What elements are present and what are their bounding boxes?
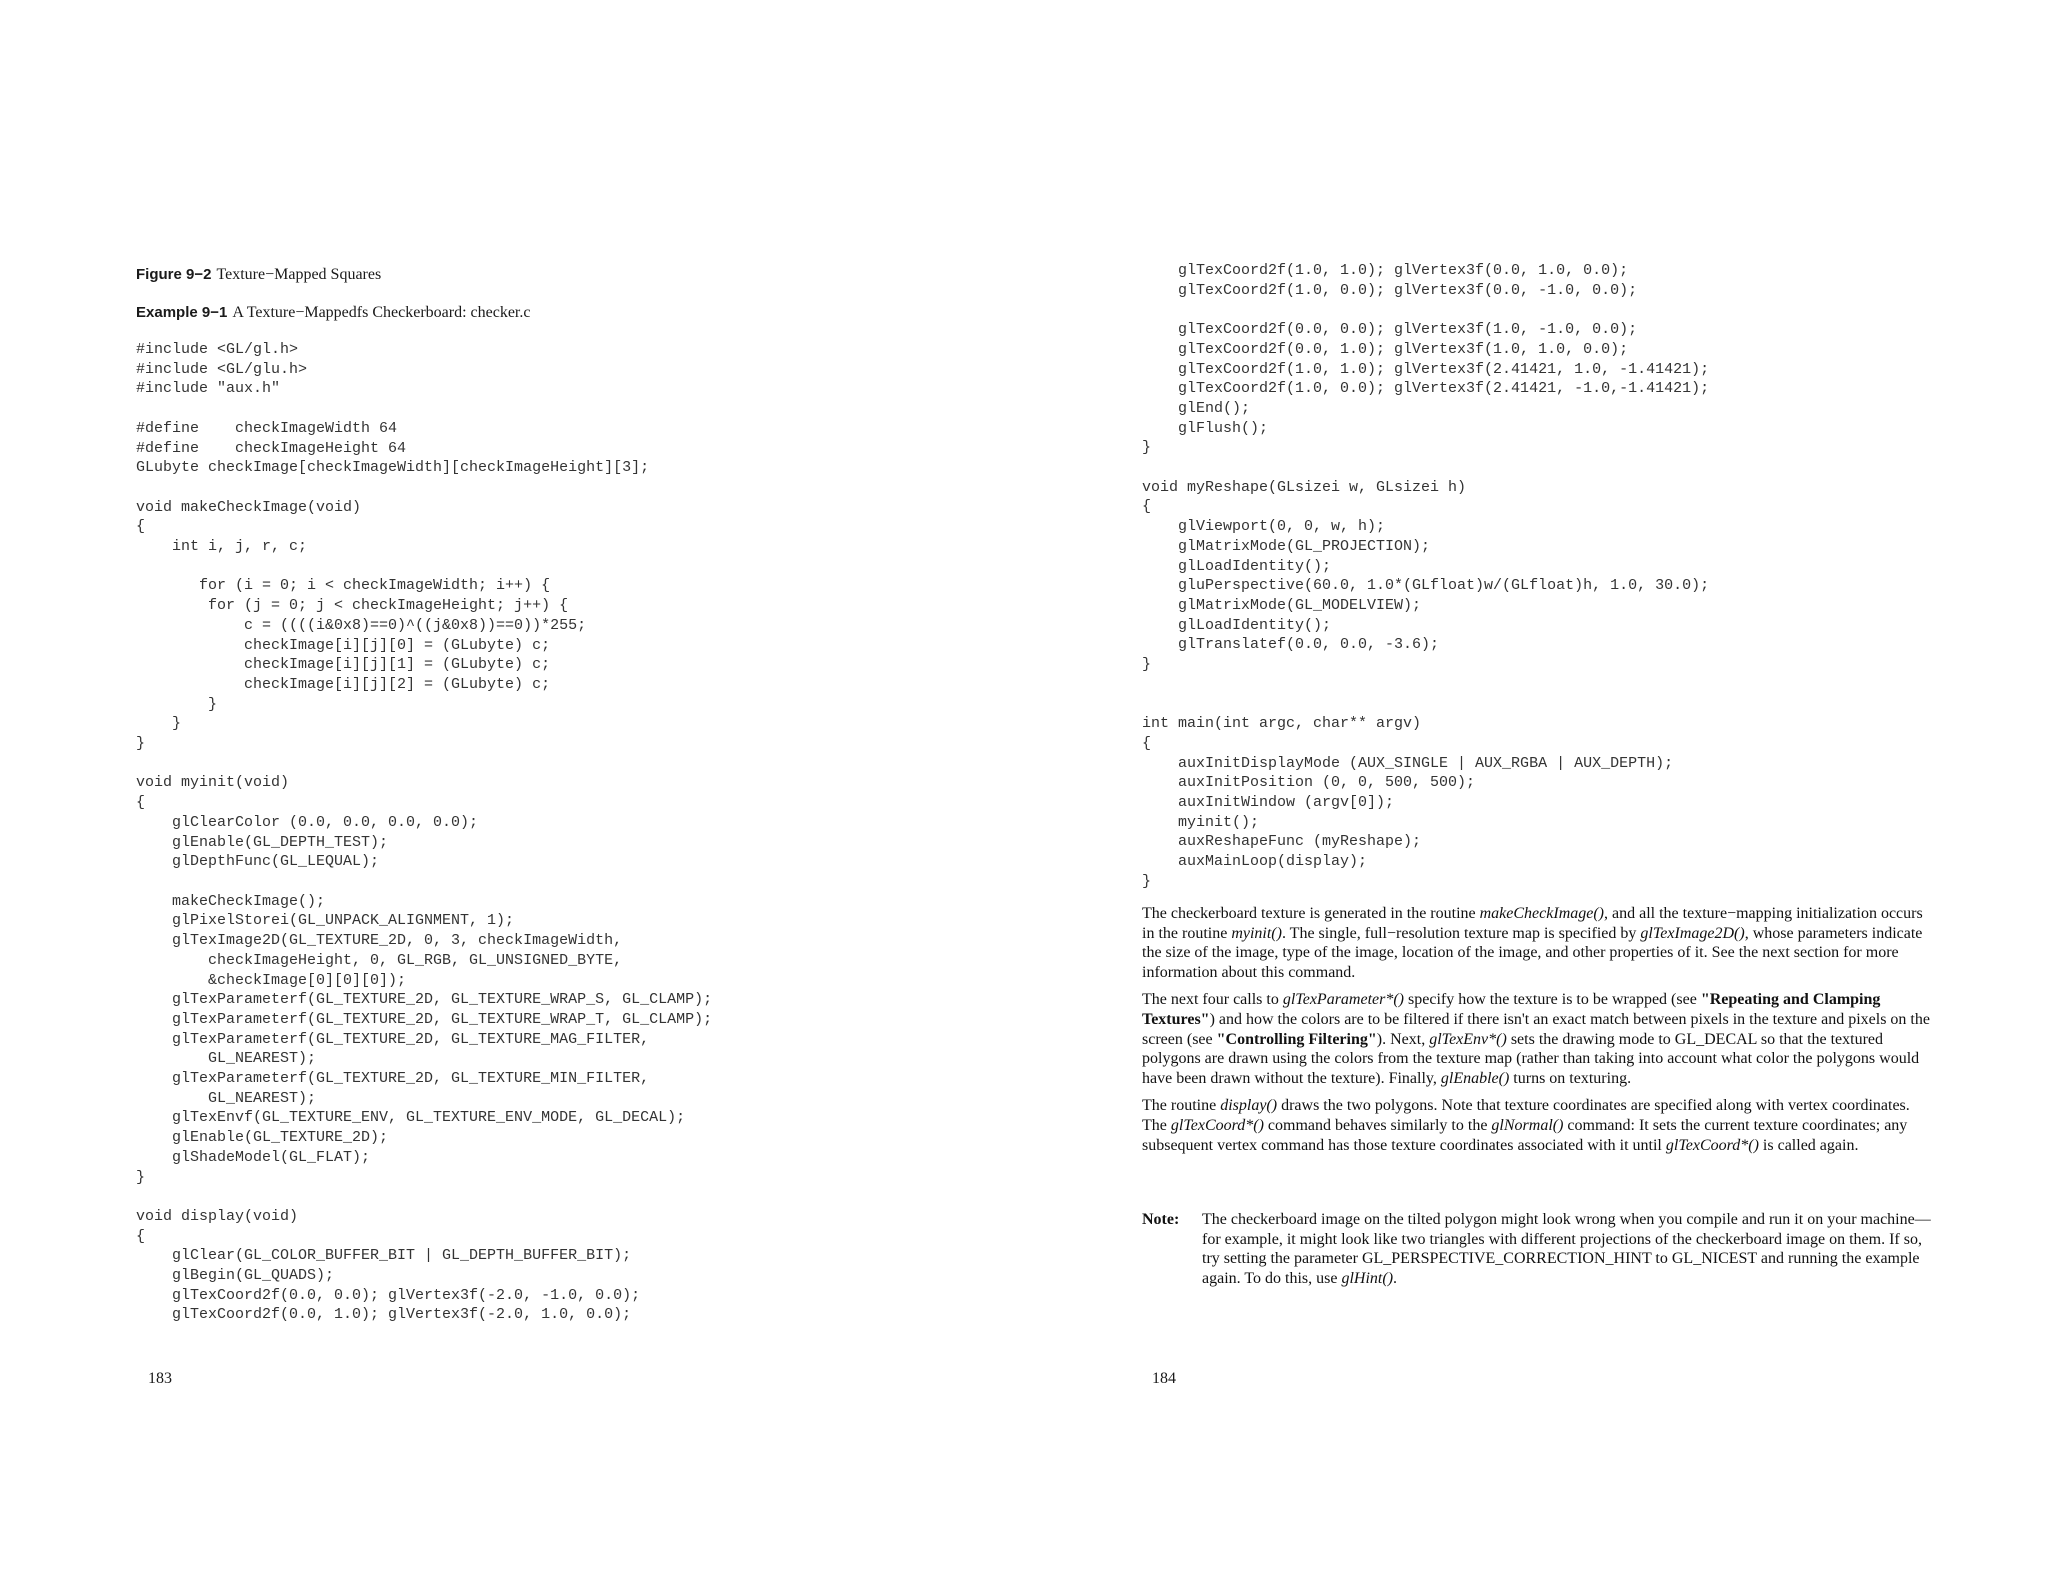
function-name: glNormal() xyxy=(1491,1116,1564,1134)
function-name: glTexCoord*() xyxy=(1665,1136,1759,1154)
code-listing-right: glTexCoord2f(1.0, 1.0); glVertex3f(0.0, 1.0, 0.0); glTexCoord2f(1.0, 0.0); glVertex3f(0.0, -1.0, 0.0); glTexCoord2f(0.0, 0.0); glVertex3f(1.0, -1.0, 0.0); glTexCoord2f(0.0, 1.0); glVertex3f(1.0, 1.0, 0.0); glTexCoord2f(1.0, 1.0); glVertex3f(2.41421, 1.0, -1.41421); glTexCoord2f(1.0, 0.0); glVertex3f(2.41421, -1.0,-1.41421); glEnd(); glFlush(); } void myReshape(GLsizei w, GLsizei h) { glViewport(0, 0, w, h); glMatrixMode(GL_PROJECTION); glLoadIdentity(); gluPerspective(60.0, 1.0*(GLfloat)w/(GLfloat)h, 1.0, 30.0); glMatrixMode(GL_MODELVIEW); glLoadIdentity(); glTranslatef(0.0, 0.0, -3.6); } int main(int argc, char** argv) { auxInitDisplayMode (AUX_SINGLE | AUX_RGBA | AUX_DEPTH); auxInitPosition (0, 0, 500, 500); auxInitWindow (argv[0]); myinit(); auxReshapeFunc (myReshape); auxMainLoop(display); } xyxy=(1142,262,1710,890)
code-listing-left: #include <GL/gl.h> #include <GL/glu.h> #include "aux.h" #define checkImageWidth 64 #define checkImageHeight 64 GLubyte checkImage[checkImageWidth][checkImageHeight][3]; void makeCheckImage(void) { int i, j, r, c; for (i = 0; i < checkImageWidth; i++) { for (j = 0; j < checkImageHeight; j++) { c = ((((i&0x8)==0)^((j&0x8))==0))*255; checkImage[i][j][0] = (GLubyte) c; checkImage[i][j][1] = (GLubyte) c; checkImage[i][j][2] = (GLubyte) c; } } } void myinit(void) { glClearColor (0.0, 0.0, 0.0, 0.0); glEnable(GL_DEPTH_TEST); glDepthFunc(GL_LEQUAL); makeCheckImage(); glPixelStorei(GL_UNPACK_ALIGNMENT, 1); glTexImage2D(GL_TEXTURE_2D, 0, 3, checkImageWidth, checkImageHeight, 0, GL_RGB, GL_UNSIGNED_BYTE, &checkImage[0][0][0]); glTexParameterf(GL_TEXTURE_2D, GL_TEXTURE_WRAP_S, GL_CLAMP); glTexParameterf(GL_TEXTURE_2D, GL_TEXTURE_WRAP_T, GL_CLAMP); glTexParameterf(GL_TEXTURE_2D, GL_TEXTURE_MAG_FILTER, GL_NEAREST); glTexParameterf(GL_TEXTURE_2D, GL_TEXTURE_MIN_FILTER, GL_NEAREST); glTexEnvf(GL_TEXTURE_ENV, GL_TEXTURE_ENV_MODE, GL_DECAL); glEnable(GL_TEXTURE_2D); glShadeModel(GL_FLAT); } void display(void) { glClear(GL_COLOR_BUFFER_BIT | GL_DEPTH_BUFFER_BIT); glBegin(GL_QUADS); glTexCoord2f(0.0, 0.0); glVertex3f(-2.0, -1.0, 0.0); glTexCoord2f(0.0, 1.0); glVertex3f(-2.0, 1.0, 0.0); xyxy=(136,341,713,1324)
function-name: glTexCoord*() xyxy=(1170,1116,1264,1134)
function-name: myinit() xyxy=(1231,924,1282,942)
cross-reference: "Repeating and Clamping Textures" xyxy=(1142,991,1881,1028)
text-run: The checkerboard texture is generated in the routine xyxy=(1142,905,1480,922)
text-run: . The single, full−resolution texture map is specified by xyxy=(1281,924,1641,942)
text-run: , and all the texture−mapping initialization occurs in the routine xyxy=(1142,905,1923,942)
function-name: glEnable() xyxy=(1440,1069,1510,1087)
note-text xyxy=(1202,1210,1932,1288)
example-caption xyxy=(136,304,530,322)
text-run: draws the two polygons. Note that texture coordinates are specified along with vertex coordinates. The xyxy=(1142,1097,1910,1134)
figure-label: Figure 9−2 xyxy=(136,266,212,283)
paragraph-texture-generation xyxy=(1142,904,1932,982)
figure-caption xyxy=(136,266,381,284)
function-name: glTexEnv*() xyxy=(1429,1030,1507,1048)
text-run: is called again. xyxy=(1758,1136,1859,1154)
text-run: , whose parameters indicate the size of the image, type of the image, location of the image, and other properties of it. See the next section for more information about this command. xyxy=(1142,924,1923,981)
page-number-left: 183 xyxy=(148,1370,172,1387)
text-run: . xyxy=(1393,1269,1398,1287)
text-run: The checkerboard image on the tilted polygon might look wrong when you compile and run it on your machine—for example, it might look like two triangles with different projections of the checkerboard image on them. If so, try setting the parameter GL_PERSPECTIVE_CORRECTION_HINT to GL_NICEST and running the example again. To do this, use xyxy=(1202,1211,1931,1287)
text-run: ) and how the colors are to be filtered if there isn't an exact match between pixels in the texture and pixels on the screen (see xyxy=(1142,1010,1930,1048)
text-run: specify how the texture is to be wrapped (see xyxy=(1404,991,1701,1009)
text-run: turns on texturing. xyxy=(1509,1069,1632,1087)
text-run: ). Next, xyxy=(1376,1030,1430,1048)
function-name: display() xyxy=(1220,1097,1278,1115)
text-run: sets the drawing mode to GL_DECAL so that the textured polygons are drawn using the colors from the texture map (rather than taking into account what color the polygons would have been drawn without the texture). Finally, xyxy=(1142,1030,1920,1087)
example-title: A Texture−Mappedfs Checkerboard: checker.c xyxy=(232,304,531,321)
explanation-text xyxy=(1142,904,1932,1163)
page-number-right: 184 xyxy=(1152,1370,1176,1387)
text-run: The routine xyxy=(1142,1097,1221,1115)
paragraph-display-routine xyxy=(1142,1096,1932,1155)
paragraph-tex-parameters xyxy=(1142,990,1932,1088)
cross-reference: "Controlling Filtering" xyxy=(1216,1030,1377,1048)
note-label: Note: xyxy=(1142,1211,1180,1228)
text-run: command: It sets the current texture coordinates; any subsequent vertex command has those texture coordinates associated with it until xyxy=(1142,1116,1908,1154)
note-box xyxy=(1142,1210,1932,1288)
figure-title: Texture−Mapped Squares xyxy=(216,266,382,283)
example-label: Example 9−1 xyxy=(136,304,228,321)
text-run: The next four calls to xyxy=(1142,991,1283,1009)
function-name: glTexImage2D() xyxy=(1640,924,1745,942)
function-name: makeCheckImage() xyxy=(1479,905,1604,922)
function-name: glHint() xyxy=(1341,1269,1394,1287)
function-name: glTexParameter*() xyxy=(1282,991,1405,1009)
text-run: command behaves similarly to the xyxy=(1263,1116,1492,1134)
